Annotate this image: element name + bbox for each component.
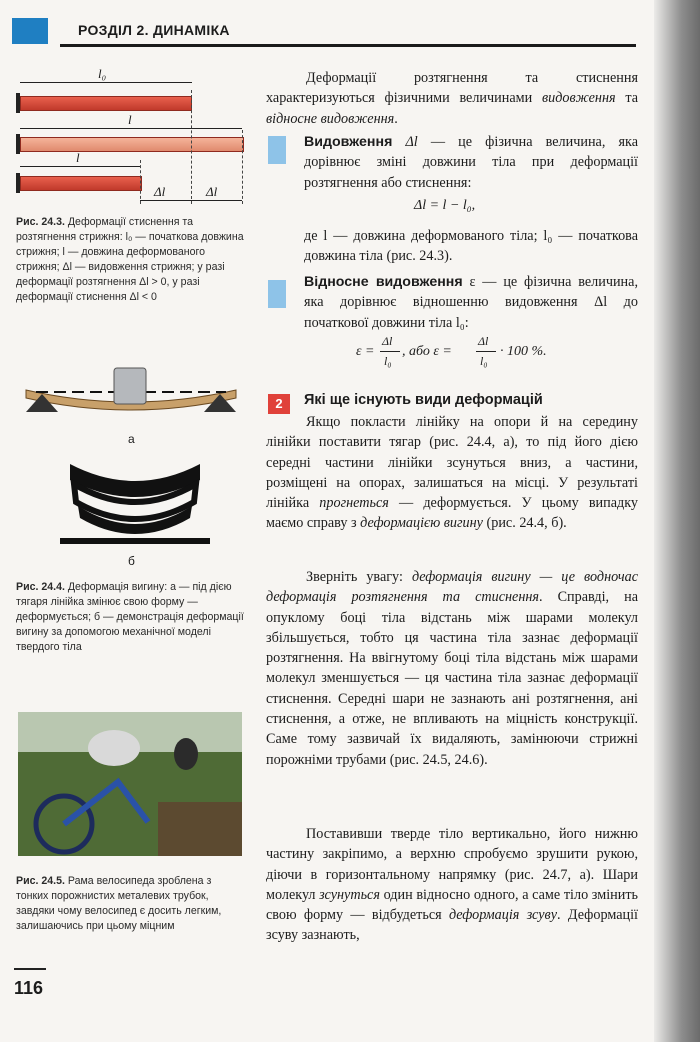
p1-text-c: (рис. 24.4, б). — [482, 515, 567, 532]
chapter-title: РОЗДІЛ 2. ДИНАМІКА — [78, 22, 230, 38]
rider-2 — [174, 738, 198, 770]
relative-def-text: ε — це фізична величина, яка дорівнює відношенню видовження Δl до початкової довжини тіла l₀: — [304, 274, 638, 331]
page-number: 116 — [14, 978, 44, 998]
formula2-bar2 — [476, 351, 496, 352]
intro-text-a: Деформації розтягнення та стиснення характеризуються фізичними величинами — [266, 70, 638, 107]
where-line: де l — довжина деформованого тіла; l₀ — початкова довжина тіла (рис. 24.3). — [304, 228, 638, 265]
p3-em-2: деформація зсуву — [448, 907, 557, 924]
p3-text-c: . Деформації зсуву зазнають, — [266, 907, 638, 944]
intro-paragraph — [266, 68, 638, 129]
section-title: Які ще існують види деформацій — [304, 392, 543, 408]
caption-24-3 — [16, 215, 244, 305]
caption-24-5-num: Рис. 24.5. — [16, 875, 65, 887]
intro-em-1: видовження — [541, 90, 616, 107]
label-a: а — [128, 432, 135, 446]
p2-text-a: Зверніть увагу: — [306, 569, 412, 585]
definition-marker-1 — [268, 136, 286, 164]
label-l0: l₀ — [98, 66, 107, 81]
p1-text-a: Якщо покласти лінійку на опори й на середину лінійки поставити тягар (рис. 24.4, а), то під його дією середні частини лінійки зсунуться вниз, а частини, розміщені на опорах, залишаться на місці. У результаті лінійка — [266, 414, 638, 512]
dash-1 — [140, 160, 141, 204]
paragraph-3 — [266, 824, 638, 946]
p1-text-b: — деформується. У цьому випадку маємо справу з — [266, 495, 639, 532]
relative-elongation-definition — [304, 272, 638, 333]
label-l-short: l — [76, 150, 80, 165]
rod-stretched — [20, 137, 244, 152]
weight — [114, 368, 146, 404]
formula2-num2: Δl — [478, 334, 489, 348]
page-edge-shadow — [654, 0, 700, 1042]
p2-em: деформація вигину — це водночас деформація розтягнення та стиснення — [266, 569, 639, 606]
page-number-rule — [14, 968, 46, 970]
photo-mud — [158, 802, 242, 856]
caption-24-4-num: Рис. 24.4. — [16, 581, 65, 593]
elongation-def-text: — це фізична величина, яка дорівнює зміні довжини тіла при деформації розтягнення або стиснення: — [304, 134, 639, 191]
label-b: б — [128, 554, 135, 568]
elongation-term: Видовження — [304, 134, 393, 150]
dim-dl — [140, 200, 242, 201]
figure-24-5-photo — [18, 712, 242, 856]
caption-24-5 — [16, 874, 244, 934]
formula2-den2: l₀ — [480, 354, 488, 368]
figure-24-4b — [60, 458, 210, 548]
elongation-symbol: Δl — [405, 134, 418, 150]
label-dl-2: Δl — [206, 184, 218, 199]
elongation-definition — [304, 132, 638, 193]
paragraph-2 — [266, 567, 638, 770]
p3-text-b: один відносно одного, а саме тіло змінить свою форму — відбудеться — [266, 886, 638, 924]
intro-text-b: та — [615, 90, 638, 107]
caption-24-4-text: Деформація вигину: а — під дією тягаря лінійка змінює свою форму — деформується; б — демонстрація деформації вигину за допомогою механічної моделі твердого тіла — [16, 581, 244, 653]
formula2-right: · 100 %. — [500, 344, 547, 359]
rod-original — [20, 96, 192, 111]
label-dl-1: Δl — [154, 184, 166, 199]
formula2-num: Δl — [382, 334, 393, 348]
chapter-marker — [12, 18, 48, 44]
model-base — [60, 538, 210, 544]
p3-text-a: Поставивши тверде тіло вертикально, його нижню частину закріпимо, а верхню спробуємо зрушити рукою, діючи в горизонтальному напрямку (рис. 24.7, а). Шари молекул — [266, 826, 638, 903]
caption-24-3-text: Деформації стиснення та розтягнення стрижня: l₀ — початкова довжина стрижня; l — довжина деформованого стрижня; Δl — видовження стрижня; у разі деформації розтягнення Δl > 0, у разі деформації стиснення Δl < 0 — [16, 216, 244, 303]
label-l: l — [128, 112, 132, 127]
dim-l-short — [20, 166, 140, 167]
rod-compressed — [20, 176, 142, 191]
caption-24-4 — [16, 580, 244, 655]
dim-l — [20, 128, 242, 129]
rider-1 — [88, 730, 140, 766]
dash-2 — [191, 90, 192, 204]
header-rule — [60, 44, 636, 47]
dash-3 — [242, 130, 243, 204]
relative-term: Відносне видовження — [304, 274, 463, 290]
formula2-mid: , або ε = — [402, 344, 452, 359]
intro-text-c: . — [394, 110, 398, 127]
formula2-left: ε = — [356, 344, 375, 359]
formula2-bar — [380, 351, 400, 352]
paragraph-1 — [266, 412, 638, 534]
formula2-den: l₀ — [384, 354, 392, 368]
formula-elongation: Δl = l − l₀, — [414, 198, 476, 213]
section-number: 2 — [268, 394, 290, 414]
p2-text-b: . Справді, на опуклому боці тіла відстань між шарами молекул збільшується, тобто ця частина тіла зазнає деформації розтягнення. На ввігнутому боці тіла відстань між шарами молекул зменшується — ця частина тіла зазнає деформації стиснення. Середні шари не зазнають ані розтягнення, ані стиснення, а отже, не впливають на міцність конструкції. Саме тому зазвичай їх видаляють, замінюючи стрижні порожніми трубами (рис. 24.5, 24.6). — [266, 589, 638, 768]
intro-em-2: відносне видовження — [266, 110, 395, 127]
dim-l0 — [20, 82, 192, 83]
p1-em-2: деформацією вигину — [360, 515, 483, 532]
caption-24-3-num: Рис. 24.3. — [16, 216, 65, 228]
definition-marker-2 — [268, 280, 286, 308]
p1-em-1: прогнеться — [319, 495, 389, 512]
caption-24-5-text: Рама велосипеда зроблена з тонких порожнистих металевих трубок, завдяки чому велосипед є досить легким, залишаючись при цьому міцним — [16, 875, 222, 932]
p3-em-1: зсунуться — [319, 886, 380, 903]
